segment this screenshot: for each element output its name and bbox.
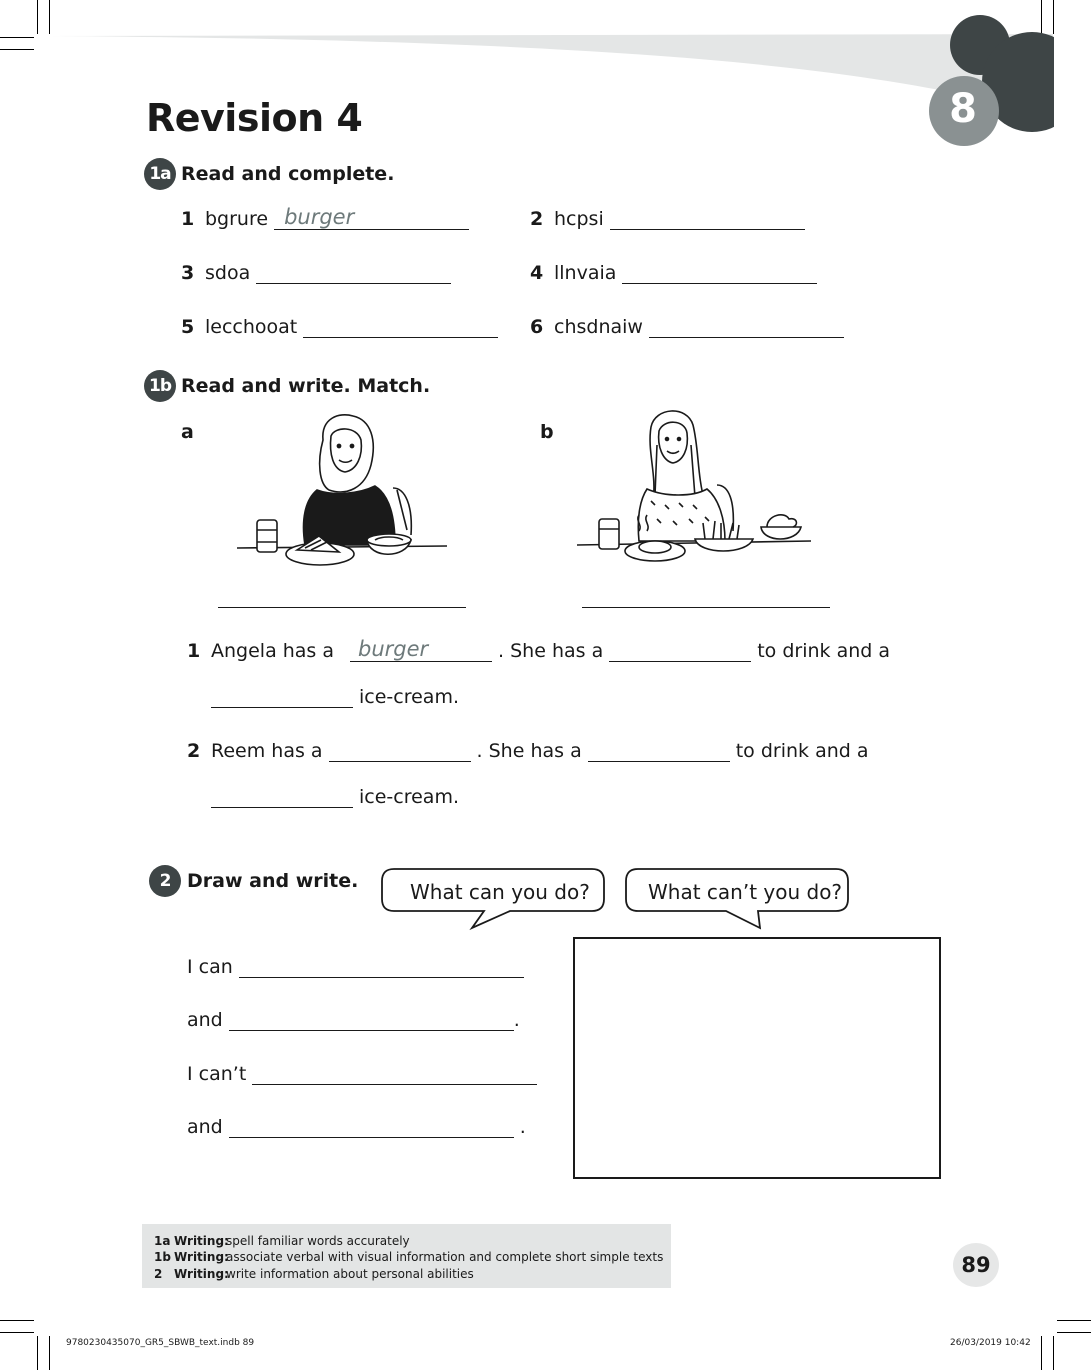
crop-mark bbox=[37, 1336, 38, 1370]
answer-line[interactable] bbox=[622, 264, 817, 284]
answer-line[interactable] bbox=[588, 742, 730, 762]
answer-line[interactable] bbox=[239, 958, 524, 978]
sentence-text: Reem has a bbox=[211, 740, 323, 762]
write-lead: and bbox=[187, 1116, 223, 1138]
picture-b-illustration bbox=[575, 405, 815, 575]
answer-line[interactable] bbox=[350, 637, 492, 662]
write-lead: I can’t bbox=[187, 1063, 247, 1085]
write-end: . bbox=[519, 1116, 526, 1138]
speech-bubble-can: What can you do? bbox=[410, 880, 590, 904]
item-2 bbox=[530, 208, 805, 230]
sentence-number: 2 bbox=[187, 740, 201, 762]
example-answer: burger bbox=[284, 205, 355, 229]
picture-a-illustration bbox=[235, 410, 450, 575]
answer-line[interactable] bbox=[211, 688, 353, 708]
write-line-3 bbox=[187, 1063, 537, 1085]
objective-text: spell familiar words accurately bbox=[226, 1234, 410, 1248]
print-slug-left: 9780230435070_GR5_SBWB_text.indb 89 bbox=[66, 1338, 255, 1348]
crop-mark bbox=[1057, 1332, 1091, 1333]
write-end: . bbox=[513, 1009, 520, 1031]
objective-1a bbox=[154, 1234, 410, 1248]
write-line-1 bbox=[187, 956, 524, 978]
sentence-2 bbox=[187, 740, 869, 762]
item-number: 2 bbox=[530, 208, 544, 230]
objective-skill: Writing: bbox=[174, 1250, 229, 1264]
item-3 bbox=[181, 262, 451, 284]
answer-line[interactable] bbox=[609, 642, 751, 662]
instruction-1b: Read and write. Match. bbox=[181, 375, 431, 397]
answer-line[interactable] bbox=[303, 318, 498, 338]
crop-mark bbox=[49, 1336, 50, 1370]
answer-line[interactable] bbox=[229, 1118, 514, 1138]
objective-text: associate verbal with visual information and complete short simple texts bbox=[226, 1250, 664, 1264]
write-lead: and bbox=[187, 1009, 223, 1031]
exercise-badge-1b: 1b bbox=[144, 370, 176, 402]
item-number: 6 bbox=[530, 316, 544, 338]
objective-code: 1b bbox=[154, 1250, 171, 1264]
objective-skill: Writing: bbox=[174, 1267, 229, 1281]
item-number: 4 bbox=[530, 262, 544, 284]
crop-mark bbox=[1057, 1320, 1091, 1321]
answer-line[interactable] bbox=[229, 1011, 514, 1031]
sentence-text: ice-cream. bbox=[359, 786, 459, 808]
exercise-badge-2: 2 bbox=[149, 865, 181, 897]
answer-line[interactable] bbox=[649, 318, 844, 338]
answer-line[interactable] bbox=[256, 264, 451, 284]
answer-line[interactable] bbox=[274, 205, 469, 230]
example-answer: burger bbox=[358, 637, 429, 661]
exercise-badge-1a: 1a bbox=[144, 158, 176, 190]
print-slug-right: 26/03/2019 10:42 bbox=[950, 1338, 1031, 1348]
crop-mark bbox=[0, 1332, 34, 1333]
item-1 bbox=[181, 205, 469, 230]
scrambled-word: llnvaia bbox=[554, 262, 617, 284]
scrambled-word: sdoa bbox=[205, 262, 251, 284]
item-number: 3 bbox=[181, 262, 195, 284]
item-number: 5 bbox=[181, 316, 195, 338]
item-number: 1 bbox=[181, 208, 195, 230]
objective-1b bbox=[154, 1250, 663, 1264]
speech-bubble-cant: What can’t you do? bbox=[648, 880, 843, 904]
write-line-4 bbox=[187, 1116, 526, 1138]
item-6 bbox=[530, 316, 844, 338]
sentence-text: to drink and a bbox=[735, 740, 869, 762]
answer-line[interactable] bbox=[329, 742, 471, 762]
sentence-text: . She has a bbox=[498, 640, 604, 662]
scrambled-word: lecchooat bbox=[205, 316, 298, 338]
sentence-1-cont bbox=[205, 686, 459, 708]
picture-a-name-line[interactable] bbox=[218, 607, 466, 608]
objective-2 bbox=[154, 1267, 474, 1281]
answer-line[interactable] bbox=[211, 788, 353, 808]
sentence-number: 1 bbox=[187, 640, 201, 662]
page-title: Revision 4 bbox=[146, 96, 363, 140]
crop-mark bbox=[0, 1320, 34, 1321]
scrambled-word: hcpsi bbox=[554, 208, 604, 230]
item-4 bbox=[530, 262, 817, 284]
scrambled-word: chsdnaiw bbox=[554, 316, 643, 338]
sentence-1 bbox=[187, 637, 890, 662]
chapter-number: 8 bbox=[949, 86, 977, 132]
sentence-text: . She has a bbox=[476, 740, 582, 762]
sentence-text: Angela has a bbox=[211, 640, 335, 662]
write-lead: I can bbox=[187, 956, 233, 978]
objective-skill: Writing: bbox=[174, 1234, 229, 1248]
sentence-text: ice-cream. bbox=[359, 686, 459, 708]
drawing-box[interactable] bbox=[573, 937, 941, 1179]
answer-line[interactable] bbox=[610, 210, 805, 230]
instruction-1a: Read and complete. bbox=[181, 163, 395, 185]
item-5 bbox=[181, 316, 498, 338]
sentence-text: to drink and a bbox=[757, 640, 890, 662]
page-number: 89 bbox=[953, 1243, 999, 1287]
picture-label-a: a bbox=[181, 421, 194, 443]
picture-label-b: b bbox=[540, 421, 554, 443]
picture-b-name-line[interactable] bbox=[582, 607, 830, 608]
write-line-2 bbox=[187, 1009, 520, 1031]
objective-code: 2 bbox=[154, 1267, 163, 1281]
crop-mark bbox=[1053, 1336, 1054, 1370]
crop-mark bbox=[1041, 1336, 1042, 1370]
sentence-2-cont bbox=[205, 786, 459, 808]
scrambled-word: bgrure bbox=[205, 208, 269, 230]
answer-line[interactable] bbox=[252, 1065, 537, 1085]
objective-text: write information about personal abilities bbox=[226, 1267, 474, 1281]
instruction-2: Draw and write. bbox=[187, 870, 359, 892]
objective-code: 1a bbox=[154, 1234, 171, 1248]
